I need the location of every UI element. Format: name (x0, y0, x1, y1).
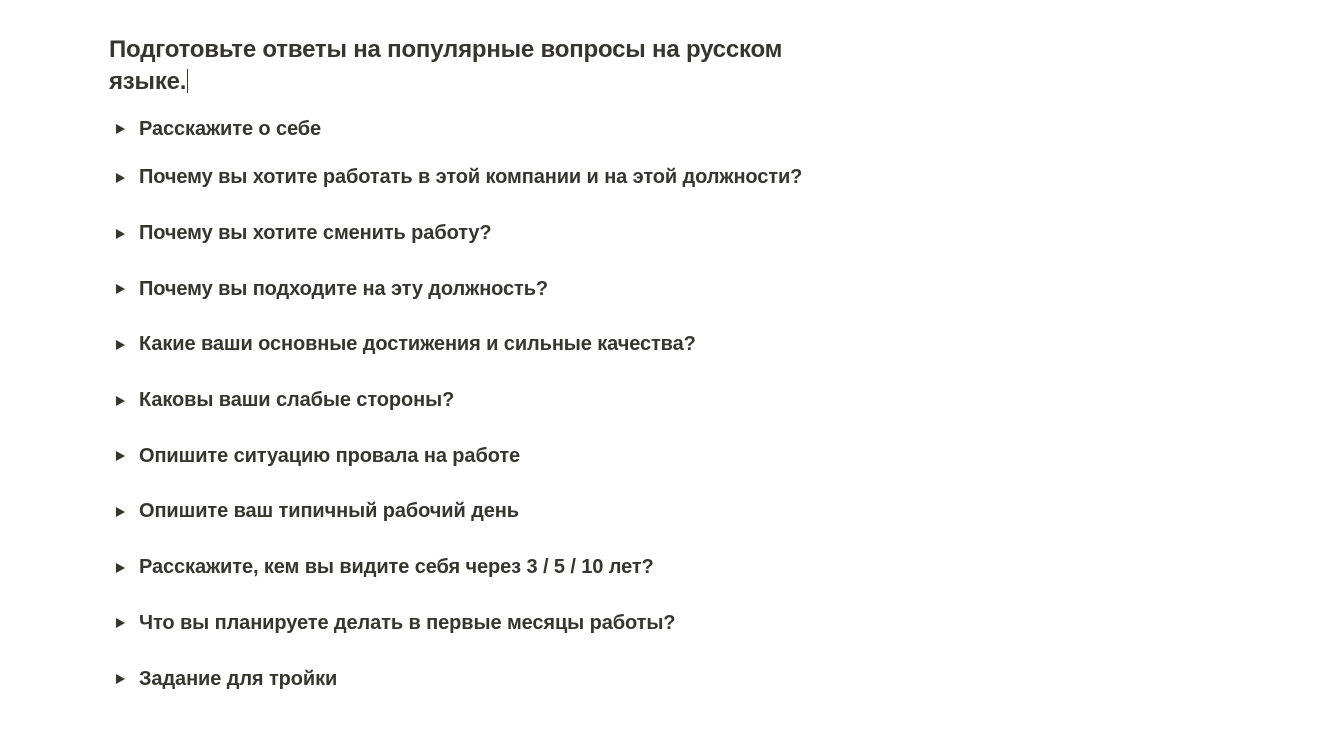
triangle-right-icon[interactable] (109, 618, 139, 628)
toggle-list (109, 108, 869, 707)
toggle-label: Почему вы подходите на эту должность? (139, 277, 549, 300)
toggle-label: Почему вы хотите работать в этой компании и на этой должности? (139, 166, 803, 189)
triangle-right-icon[interactable] (109, 451, 139, 461)
triangle-right-icon[interactable] (109, 563, 139, 573)
toggle-item[interactable] (109, 596, 869, 652)
toggle-label: Какие ваши основные достижения и сильные качества? (139, 333, 696, 356)
triangle-right-icon[interactable] (109, 396, 139, 406)
toggle-item[interactable] (109, 108, 869, 150)
text-cursor (187, 69, 188, 93)
heading-line-1: Подготовьте ответы на популярные вопросы на русском (109, 36, 783, 63)
document-page (109, 34, 869, 707)
toggle-item[interactable] (109, 540, 869, 596)
triangle-right-icon[interactable] (109, 173, 139, 183)
toggle-item[interactable] (109, 373, 869, 429)
triangle-right-icon[interactable] (109, 124, 139, 134)
toggle-label: Задание для тройки (139, 667, 338, 690)
triangle-right-icon[interactable] (109, 229, 139, 239)
heading-line-2: языке. (109, 68, 187, 95)
toggle-item[interactable] (109, 261, 869, 317)
toggle-item[interactable] (109, 317, 869, 373)
toggle-label: Каковы ваши слабые стороны? (139, 389, 455, 412)
triangle-right-icon[interactable] (109, 674, 139, 684)
triangle-right-icon[interactable] (109, 284, 139, 294)
toggle-item[interactable] (109, 428, 869, 484)
triangle-right-icon[interactable] (109, 507, 139, 517)
toggle-label: Опишите ваш типичный рабочий день (139, 500, 519, 523)
toggle-item[interactable] (109, 206, 869, 262)
toggle-label: Расскажите о себе (139, 117, 322, 140)
toggle-item[interactable] (109, 651, 869, 707)
toggle-label: Опишите ситуацию провала на работе (139, 444, 521, 467)
toggle-item[interactable] (109, 150, 869, 206)
toggle-item[interactable] (109, 484, 869, 540)
toggle-label: Расскажите, кем вы видите себя через 3 / 5 / 10 лет? (139, 556, 654, 579)
toggle-label: Что вы планируете делать в первые месяцы работы? (139, 611, 676, 634)
page-heading[interactable] (109, 34, 869, 98)
triangle-right-icon[interactable] (109, 340, 139, 350)
toggle-label: Почему вы хотите сменить работу? (139, 222, 492, 245)
